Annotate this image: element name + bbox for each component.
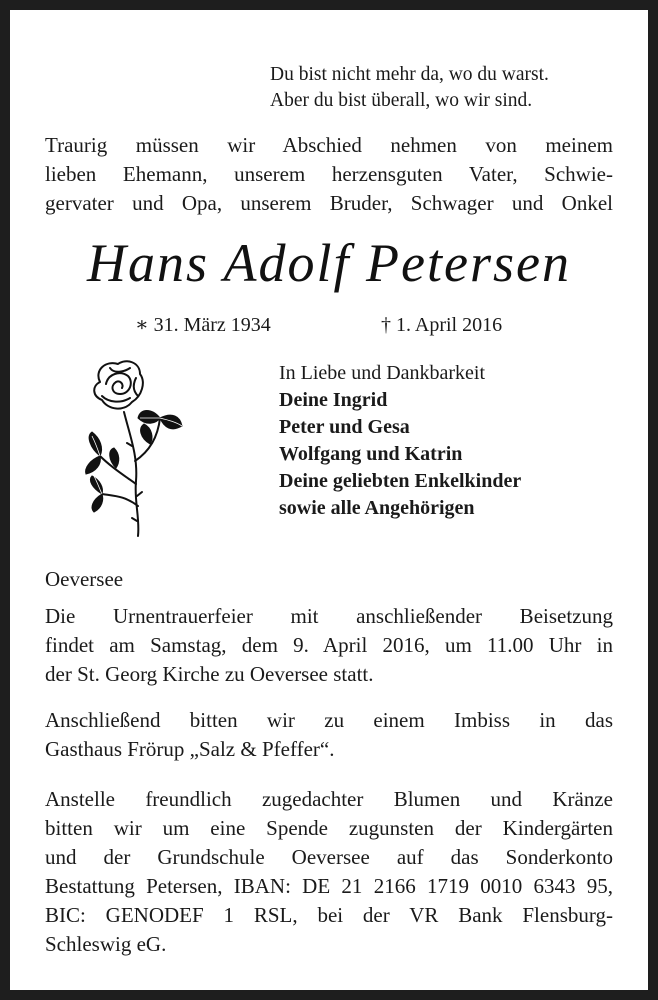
mourner-name: Deine Ingrid xyxy=(279,389,388,411)
memorial-quote xyxy=(270,62,549,114)
intro-line: gervater und Opa, unserem Bruder, Schwager und Onkel xyxy=(45,191,613,215)
intro-line: Traurig müssen wir Abschied nehmen von meinem xyxy=(45,133,613,157)
announcement-intro xyxy=(45,131,613,218)
mourners-list xyxy=(279,360,521,522)
place-name: Oeversee xyxy=(45,567,124,591)
intro-line: lieben Ehemann, unserem herzensguten Vater, Schwie- xyxy=(45,162,613,186)
mourner-name: Peter und Gesa xyxy=(279,416,410,438)
reception-paragraph xyxy=(45,706,613,764)
donation-line: Bestattung Petersen, IBAN: DE 21 2166 1719 0010 6343 95, xyxy=(45,874,613,898)
mourner-name: Deine geliebten Enkelkinder xyxy=(279,470,522,492)
ceremony-line: Die Urnentrauerfeier mit anschließender Beisetzung xyxy=(45,604,613,628)
quote-line: Aber du bist überall, wo wir sind. xyxy=(270,90,533,111)
birth-date: ∗ 31. März 1934 xyxy=(135,314,271,336)
rose-icon xyxy=(80,356,190,538)
mourner-name: sowie alle Angehörigen xyxy=(279,497,475,519)
donation-line: Schleswig eG. xyxy=(45,932,167,956)
ceremony-line: findet am Samstag, dem 9. April 2016, um 11.00 Uhr in xyxy=(45,633,613,657)
donation-paragraph xyxy=(45,785,613,959)
mourners-intro: In Liebe und Dankbarkeit xyxy=(279,362,486,384)
ceremony-paragraph xyxy=(45,602,613,689)
donation-line: bitten wir um eine Spende zugunsten der Kindergärten xyxy=(45,816,613,840)
death-date: † 1. April 2016 xyxy=(381,314,503,336)
donation-line: und der Grundschule Oeversee auf das Sonderkonto xyxy=(45,845,613,869)
ceremony-line: der St. Georg Kirche zu Oeversee statt. xyxy=(45,662,374,686)
donation-line: BIC: GENODEF 1 RSL, bei der VR Bank Flensburg- xyxy=(45,903,613,927)
quote-line: Du bist nicht mehr da, wo du warst. xyxy=(270,64,549,85)
reception-line: Gasthaus Frörup „Salz & Pfeffer“. xyxy=(45,737,335,761)
reception-line: Anschließend bitten wir zu einem Imbiss in das xyxy=(45,708,613,732)
deceased-name: Hans Adolf Petersen xyxy=(87,233,571,293)
donation-line: Anstelle freundlich zugedachter Blumen und Kränze xyxy=(45,787,613,811)
mourner-name: Wolfgang und Katrin xyxy=(279,443,463,465)
